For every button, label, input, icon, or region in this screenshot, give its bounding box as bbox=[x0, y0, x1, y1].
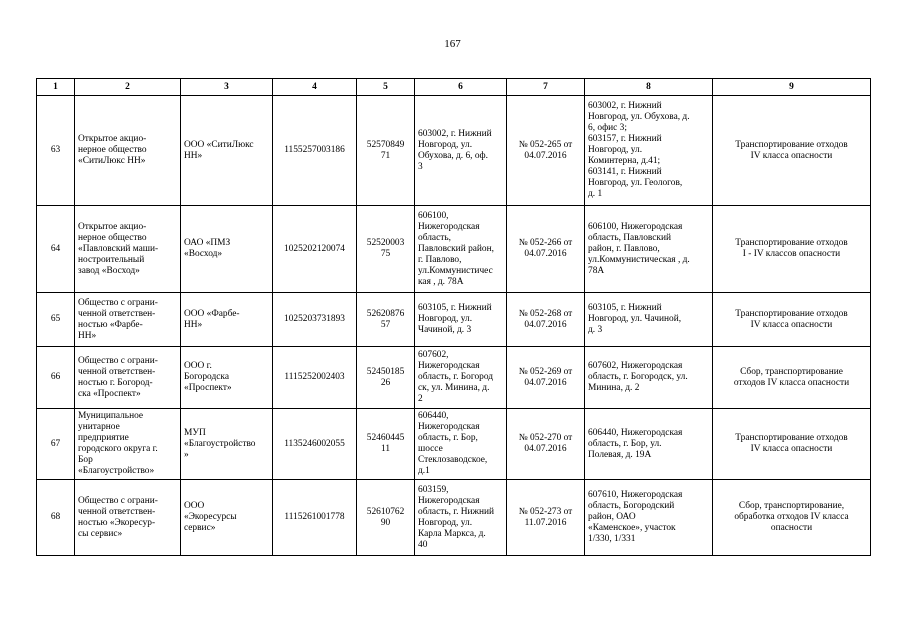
cell-ogrn: 1025203731893 bbox=[273, 293, 357, 347]
cell-text-line: сы сервис» bbox=[78, 528, 123, 539]
cell-text-line: 52460445 bbox=[366, 433, 405, 443]
cell-text-line: ул.Коммунистичес bbox=[418, 265, 493, 276]
header-col-7: 7 bbox=[507, 79, 585, 96]
cell-text-line: 52520003 bbox=[366, 238, 405, 248]
cell-number: 65 bbox=[37, 293, 75, 347]
cell-text-line: область, Богородский bbox=[588, 501, 675, 511]
cell-text-line: IV класса опасности bbox=[750, 319, 833, 330]
cell-text-line: Нижегородская bbox=[418, 221, 480, 232]
cell-text-line: городского округа г. bbox=[78, 444, 158, 454]
cell-text-line: 52610762 bbox=[366, 506, 405, 517]
cell-text-line: сервис» bbox=[184, 523, 216, 533]
cell-legal-address bbox=[415, 480, 507, 556]
registry-body bbox=[37, 96, 871, 556]
cell-text-line: шоссе bbox=[418, 444, 443, 454]
cell-text-line: № 052-273 от bbox=[518, 506, 573, 517]
cell-full-name bbox=[75, 347, 181, 409]
cell-text-line: ностью «Экоресур- bbox=[78, 517, 156, 528]
cell-text-line: 04.07.2016 bbox=[524, 319, 567, 330]
cell-full-name bbox=[75, 480, 181, 556]
cell-short-name bbox=[181, 409, 273, 480]
cell-text-line: Общество с ограни- bbox=[78, 495, 158, 506]
cell-text-line: Сбор, транспортирование, bbox=[738, 501, 845, 511]
cell-legal-address bbox=[415, 206, 507, 293]
cell-text-line: » bbox=[184, 449, 189, 460]
cell-text-line: № 052-266 от bbox=[518, 238, 573, 248]
cell-text-line: 04.07.2016 bbox=[524, 377, 567, 388]
cell-text-line: 11 bbox=[380, 444, 391, 454]
cell-text-line: Коминтерна, д.41; bbox=[588, 156, 661, 166]
cell-text-line: «Каменское», участок bbox=[588, 523, 676, 533]
cell-text-line: 57 bbox=[380, 319, 391, 330]
cell-text-line: Транспортирование отходов bbox=[735, 238, 848, 248]
cell-text-line: Сбор, транспортирование bbox=[740, 366, 843, 377]
cell-text-line: Новгород, ул. bbox=[418, 139, 473, 150]
cell-text-line: 04.07.2016 bbox=[524, 150, 567, 161]
cell-text-line: Нижегородская bbox=[418, 422, 480, 432]
cell-text-line: район, ОАО bbox=[588, 512, 636, 522]
cell-text-line: 1/330, 1/331 bbox=[588, 534, 636, 544]
cell-text-line: 04.07.2016 bbox=[524, 444, 567, 454]
cell-legal-address bbox=[415, 409, 507, 480]
cell-text-line: № 052-270 от bbox=[518, 433, 573, 443]
cell-number: 66 bbox=[37, 347, 75, 409]
cell-text-line: № 052-265 от bbox=[518, 139, 573, 150]
cell-text-line: нерное общество bbox=[78, 232, 147, 243]
cell-inn bbox=[357, 409, 415, 480]
cell-text-line: опасности bbox=[770, 523, 813, 533]
cell-text-line: кая , д. 78А bbox=[418, 276, 464, 287]
cell-text-line: 603157, г. Нижний bbox=[588, 134, 662, 144]
cell-short-name bbox=[181, 347, 273, 409]
header-col-1: 1 bbox=[37, 79, 75, 96]
cell-text-line: 603159, bbox=[418, 484, 449, 495]
table-row bbox=[37, 347, 871, 409]
cell-text-line: область, г. Богородск, ул. bbox=[588, 372, 688, 382]
cell-text-line: обработка отходов IV класса bbox=[734, 512, 849, 522]
cell-text-line: ченной ответствен- bbox=[78, 308, 156, 319]
cell-inn bbox=[357, 293, 415, 347]
cell-legal-address bbox=[415, 96, 507, 206]
cell-text-line: ностью г. Богород- bbox=[78, 377, 153, 388]
cell-text-line: Богородска bbox=[184, 372, 229, 382]
cell-legal-address bbox=[415, 293, 507, 347]
cell-text-line: «Экоресурсы bbox=[184, 512, 237, 522]
cell-ogrn: 1155257003186 bbox=[273, 96, 357, 206]
cell-text-line: 606100, Нижегородская bbox=[588, 221, 683, 232]
cell-text-line: ООО г. bbox=[184, 361, 212, 371]
cell-activity bbox=[713, 206, 871, 293]
cell-ogrn: 1115261001778 bbox=[273, 480, 357, 556]
cell-activity-address bbox=[585, 293, 713, 347]
cell-license bbox=[507, 480, 585, 556]
cell-text-line: 607602, Нижегородская bbox=[588, 361, 683, 371]
cell-text-line: 2 bbox=[418, 394, 423, 404]
cell-text-line: область, г. Бор, ул. bbox=[588, 438, 662, 449]
cell-text-line: область, г. Богород bbox=[418, 372, 494, 382]
cell-activity bbox=[713, 409, 871, 480]
cell-text-line: ска «Проспект» bbox=[78, 388, 141, 399]
cell-short-name bbox=[181, 480, 273, 556]
cell-text-line: 3 bbox=[418, 161, 423, 172]
cell-text-line: область, bbox=[418, 232, 451, 243]
cell-text-line: МУП bbox=[184, 427, 206, 438]
header-col-9: 9 bbox=[713, 79, 871, 96]
cell-text-line: 11.07.2016 bbox=[524, 517, 567, 528]
cell-text-line: область, г. Нижний bbox=[418, 506, 495, 517]
cell-text-line: д. 1 bbox=[588, 189, 603, 199]
cell-text-line: 607602, bbox=[418, 350, 449, 360]
cell-text-line: Транспортирование отходов bbox=[735, 308, 848, 319]
cell-text-line: 603105, г. Нижний bbox=[588, 303, 662, 313]
cell-text-line: отходов IV класса опасности bbox=[733, 377, 850, 388]
cell-text-line: НН» bbox=[184, 319, 203, 330]
cell-text-line: 603002, г. Нижний bbox=[588, 101, 662, 111]
cell-text-line: нерное общество bbox=[78, 145, 147, 155]
cell-text-line: область, Павловский bbox=[588, 232, 672, 243]
cell-license bbox=[507, 293, 585, 347]
table-row bbox=[37, 96, 871, 206]
page-number: 167 bbox=[444, 38, 461, 50]
cell-text-line: предприятие bbox=[78, 433, 129, 443]
cell-license bbox=[507, 347, 585, 409]
cell-text-line: д.1 bbox=[418, 466, 430, 476]
header-col-6: 6 bbox=[415, 79, 507, 96]
table-row bbox=[37, 206, 871, 293]
cell-text-line: 603002, г. Нижний bbox=[418, 128, 492, 139]
cell-activity bbox=[713, 480, 871, 556]
cell-text-line: Нижегородская bbox=[418, 361, 480, 371]
cell-text-line: Нижегородская bbox=[418, 495, 480, 506]
cell-text-line: Новгород, ул. Геологов, bbox=[588, 178, 683, 188]
cell-text-line: ООО «СитиЛюкс bbox=[184, 139, 254, 150]
header-row bbox=[37, 79, 871, 96]
cell-text-line: Новгород, ул. Чачиной, bbox=[588, 314, 682, 324]
cell-text-line: ченной ответствен- bbox=[78, 506, 156, 517]
cell-text-line: «Восход» bbox=[184, 249, 223, 259]
cell-inn bbox=[357, 347, 415, 409]
cell-text-line: 71 bbox=[380, 150, 391, 161]
cell-full-name bbox=[75, 293, 181, 347]
header-col-2: 2 bbox=[75, 79, 181, 96]
header-col-8: 8 bbox=[585, 79, 713, 96]
cell-text-line: 606440, Нижегородская bbox=[588, 427, 683, 438]
cell-text-line: 52570849 bbox=[366, 139, 405, 150]
cell-text-line: Открытое акцио- bbox=[78, 221, 147, 232]
cell-text-line: г. Павлово, bbox=[418, 254, 462, 265]
cell-short-name bbox=[181, 293, 273, 347]
cell-activity-address bbox=[585, 96, 713, 206]
cell-text-line: ск, ул. Минина, д. bbox=[418, 383, 490, 393]
cell-text-line: 40 bbox=[418, 539, 428, 550]
cell-text-line: «Благоустройство» bbox=[78, 466, 155, 476]
cell-text-line: 26 bbox=[380, 377, 391, 388]
cell-text-line: Новгород, ул. Обухова, д. bbox=[588, 112, 690, 122]
cell-text-line: область, г. Бор, bbox=[418, 433, 478, 443]
cell-text-line: Муниципальное bbox=[78, 411, 144, 421]
cell-text-line: Новгород, ул. bbox=[418, 314, 473, 324]
cell-text-line: IV класса опасности bbox=[750, 150, 833, 161]
cell-inn bbox=[357, 206, 415, 293]
cell-activity-address bbox=[585, 206, 713, 293]
cell-text-line: IV класса опасности bbox=[750, 444, 833, 454]
cell-text-line: унитарное bbox=[78, 422, 120, 432]
cell-number: 64 bbox=[37, 206, 75, 293]
cell-text-line: 603105, г. Нижний bbox=[418, 303, 492, 313]
cell-text-line: «Благоустройство bbox=[184, 438, 256, 449]
cell-text-line: НН» bbox=[184, 150, 203, 161]
cell-activity-address bbox=[585, 409, 713, 480]
cell-number: 68 bbox=[37, 480, 75, 556]
cell-legal-address bbox=[415, 347, 507, 409]
cell-activity bbox=[713, 347, 871, 409]
header-col-3: 3 bbox=[181, 79, 273, 96]
cell-text-line: район, г. Павлово, bbox=[588, 243, 660, 254]
cell-license bbox=[507, 206, 585, 293]
table-row bbox=[37, 409, 871, 480]
cell-license bbox=[507, 96, 585, 206]
cell-full-name bbox=[75, 409, 181, 480]
cell-text-line: 606440, bbox=[418, 411, 449, 421]
cell-text-line: Бор bbox=[78, 455, 93, 465]
cell-text-line: ОАО «ПМЗ bbox=[184, 238, 231, 248]
cell-text-line: ностроительный bbox=[78, 254, 145, 265]
cell-text-line: Транспортирование отходов bbox=[735, 139, 848, 150]
table-row bbox=[37, 293, 871, 347]
cell-text-line: 607610, Нижегородская bbox=[588, 490, 683, 500]
cell-text-line: 75 bbox=[380, 249, 391, 259]
cell-text-line: Открытое акцио- bbox=[78, 134, 147, 144]
cell-full-name bbox=[75, 96, 181, 206]
cell-text-line: Полевая, д. 19А bbox=[588, 449, 652, 460]
cell-inn bbox=[357, 480, 415, 556]
cell-text-line: I - IV классов опасности bbox=[742, 249, 841, 259]
cell-text-line: ченной ответствен- bbox=[78, 366, 156, 377]
cell-text-line: Обухова, д. 6, оф. bbox=[418, 150, 488, 161]
cell-full-name bbox=[75, 206, 181, 293]
cell-license bbox=[507, 409, 585, 480]
waste-license-registry-table bbox=[36, 78, 871, 556]
cell-text-line: Транспортирование отходов bbox=[735, 433, 848, 443]
cell-text-line: Общество с ограни- bbox=[78, 297, 158, 308]
cell-text-line: Стеклозаводское, bbox=[418, 455, 488, 465]
cell-activity bbox=[713, 96, 871, 206]
cell-number: 63 bbox=[37, 96, 75, 206]
cell-ogrn: 1025202120074 bbox=[273, 206, 357, 293]
cell-text-line: «Проспект» bbox=[184, 383, 232, 393]
cell-text-line: Павловский район, bbox=[418, 243, 494, 254]
cell-text-line: 6, офис 3; bbox=[588, 123, 627, 133]
cell-text-line: Карла Маркса, д. bbox=[418, 528, 486, 539]
cell-text-line: д. 3 bbox=[588, 325, 603, 335]
cell-text-line: ул.Коммунистическая , д. bbox=[588, 254, 690, 265]
cell-text-line: НН» bbox=[78, 330, 97, 341]
cell-text-line: Новгород, ул. bbox=[588, 145, 643, 155]
cell-text-line: 52620876 bbox=[366, 308, 405, 319]
cell-text-line: ООО bbox=[184, 501, 205, 511]
cell-text-line: 52450185 bbox=[366, 366, 405, 377]
header-col-4: 4 bbox=[273, 79, 357, 96]
cell-short-name bbox=[181, 96, 273, 206]
cell-text-line: ностью «Фарбе- bbox=[78, 319, 143, 330]
cell-text-line: «СитиЛюкс НН» bbox=[78, 156, 146, 166]
cell-inn bbox=[357, 96, 415, 206]
cell-text-line: завод «Восход» bbox=[78, 265, 140, 276]
cell-text-line: «Павловский маши- bbox=[78, 243, 159, 254]
cell-text-line: 603141, г. Нижний bbox=[588, 167, 662, 177]
cell-text-line: 04.07.2016 bbox=[524, 249, 567, 259]
cell-text-line: ООО «Фарбе- bbox=[184, 308, 240, 319]
cell-text-line: 90 bbox=[380, 517, 391, 528]
cell-text-line: Новгород, ул. bbox=[418, 517, 473, 528]
cell-activity bbox=[713, 293, 871, 347]
cell-text-line: № 052-268 от bbox=[518, 308, 573, 319]
cell-text-line: № 052-269 от bbox=[518, 366, 573, 377]
header-col-5: 5 bbox=[357, 79, 415, 96]
cell-ogrn: 1135246002055 bbox=[273, 409, 357, 480]
cell-activity-address bbox=[585, 480, 713, 556]
cell-short-name bbox=[181, 206, 273, 293]
cell-activity-address bbox=[585, 347, 713, 409]
cell-text-line: 606100, bbox=[418, 210, 449, 221]
cell-number: 67 bbox=[37, 409, 75, 480]
table-row bbox=[37, 480, 871, 556]
cell-ogrn: 1115252002403 bbox=[273, 347, 357, 409]
cell-text-line: Минина, д. 2 bbox=[588, 383, 640, 393]
cell-text-line: Чачиной, д. 3 bbox=[418, 325, 472, 335]
cell-text-line: 78А bbox=[588, 265, 605, 276]
cell-text-line: Общество с ограни- bbox=[78, 355, 158, 366]
